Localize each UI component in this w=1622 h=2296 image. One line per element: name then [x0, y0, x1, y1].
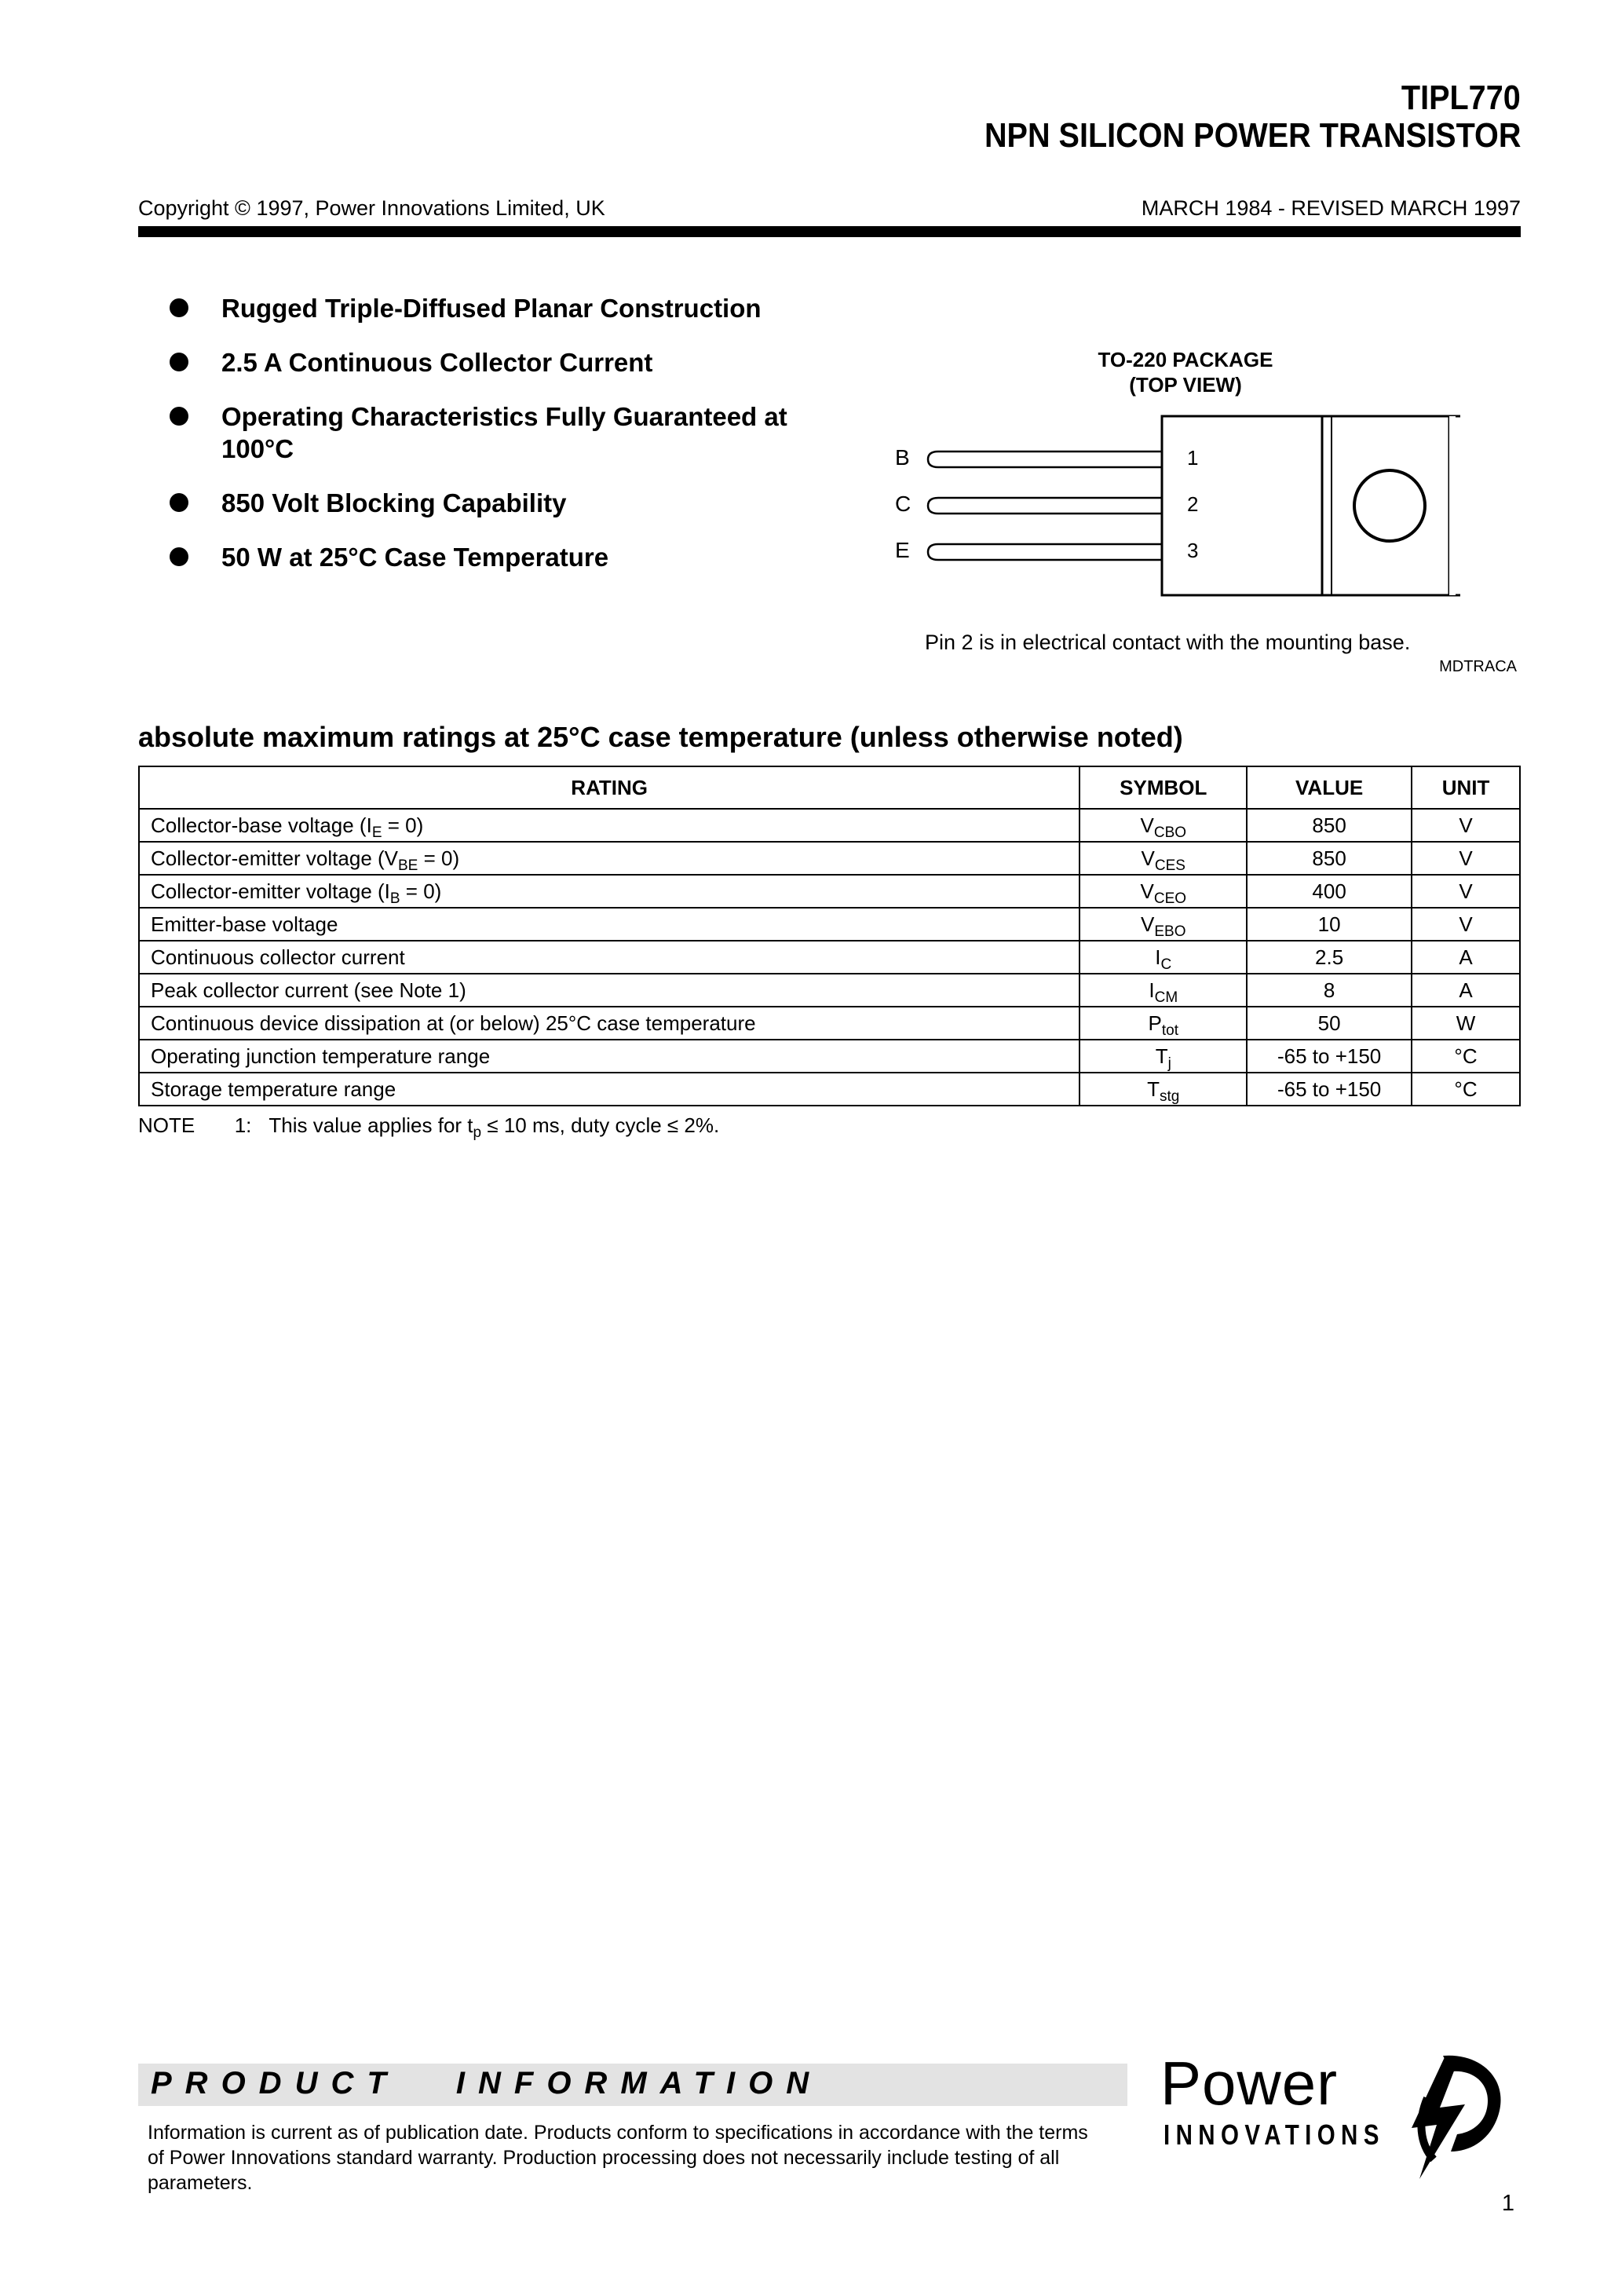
header-rating: RATING: [139, 766, 1080, 809]
unit-cell: A: [1412, 974, 1520, 1007]
product-info-label: PRODUCT INFORMATION: [151, 2066, 823, 2100]
ratings-table: [138, 766, 1521, 1106]
header-rule: [138, 226, 1521, 237]
table-row: [139, 941, 1520, 974]
table-row: [139, 875, 1520, 908]
lead-3: [928, 544, 1162, 560]
copyright-notice: Copyright © 1997, Power Innovations Limited, UK: [138, 196, 605, 220]
table-row: [139, 809, 1520, 842]
package-leads: [928, 452, 1162, 560]
ratings-body: [139, 809, 1520, 1106]
value-cell: -65 to +150: [1247, 1073, 1412, 1106]
symbol-cell: $V_{CES}$: [1080, 842, 1247, 875]
body-gap: [1449, 416, 1456, 595]
ratings-title: absolute maximum ratings at 25°C case temperature (unless otherwise noted): [138, 721, 1183, 753]
value-cell: 8: [1247, 974, 1412, 1007]
pin-number-3: 3: [1187, 539, 1199, 562]
logo-subtitle: INNOVATIONS: [1164, 2119, 1385, 2151]
disclaimer-text: Information is current as of publication date. Products conform to specifications in accordance with the terms of Power Innovations standard warranty. Production processing does not necessarily include testing of all parameters.: [148, 2122, 1088, 2194]
package-title-line1: TO-220 PACKAGE: [1098, 348, 1273, 371]
rating-cell: Peak collector current (see Note 1): [139, 974, 1080, 1007]
feature-text: 2.5 A Continuous Collector Current: [221, 348, 653, 377]
logo-wordmark: Power: [1160, 2049, 1339, 2118]
pin-number-2: 2: [1187, 492, 1199, 516]
note-text: This value applies for $t_p \le 10$ ms, duty cycle ≤ 2%.: [269, 1113, 720, 1141]
page-number: 1: [1501, 2191, 1514, 2216]
header-value: VALUE: [1247, 766, 1412, 809]
pin-letter-b: B: [895, 445, 910, 470]
symbol-cell: $I_{CM}$: [1080, 974, 1247, 1007]
symbol-cell: $I_C$: [1080, 941, 1247, 974]
to220-package-diagram: [895, 408, 1460, 605]
pin-letter-c: C: [895, 492, 911, 516]
header-unit: UNIT: [1412, 766, 1520, 809]
rating-cell: Continuous collector current: [139, 941, 1080, 974]
symbol-cell: $V_{CEO}$: [1080, 875, 1247, 908]
note-label: NOTE: [138, 1113, 195, 1137]
feature-item: [170, 487, 813, 519]
unit-cell: V: [1412, 875, 1520, 908]
lightning-logo-icon: [1396, 2049, 1514, 2183]
unit-cell: A: [1412, 941, 1520, 974]
table-row: [139, 842, 1520, 875]
package-title: [1044, 347, 1327, 397]
rating-cell: Collector-emitter voltage $(I_B = 0)$: [139, 875, 1080, 908]
feature-text: 50 W at 25°C Case Temperature: [221, 543, 609, 572]
rating-cell: Emitter-base voltage: [139, 908, 1080, 941]
pin-number-1: 1: [1187, 446, 1199, 470]
table-header-row: [139, 766, 1520, 809]
lead-1: [928, 452, 1162, 467]
bullet-icon: [170, 547, 188, 566]
value-cell: -65 to +150: [1247, 1040, 1412, 1073]
part-description: NPN SILICON POWER TRANSISTOR: [984, 116, 1521, 155]
table-row: [139, 974, 1520, 1007]
feature-item: [170, 541, 813, 573]
unit-cell: W: [1412, 1007, 1520, 1040]
table-row: [139, 908, 1520, 941]
rating-cell: Operating junction temperature range: [139, 1040, 1080, 1073]
symbol-cell: $V_{CBO}$: [1080, 809, 1247, 842]
symbol-cell: $P_{tot}$: [1080, 1007, 1247, 1040]
pin-letter-e: E: [895, 538, 910, 562]
value-cell: 850: [1247, 809, 1412, 842]
symbol-cell: $T_{stg}$: [1080, 1073, 1247, 1106]
package-title-line2: (TOP VIEW): [1129, 373, 1242, 397]
feature-text: 850 Volt Blocking Capability: [221, 488, 567, 517]
part-number: TIPL770: [1401, 79, 1521, 117]
package-body: [1162, 416, 1460, 595]
symbol-cell: $V_{EBO}$: [1080, 908, 1247, 941]
value-cell: 850: [1247, 842, 1412, 875]
bullet-icon: [170, 407, 188, 426]
feature-list: [170, 292, 813, 595]
package-code: MDTRACA: [1439, 658, 1517, 675]
bullet-icon: [170, 353, 188, 371]
value-cell: 2.5: [1247, 941, 1412, 974]
rating-cell: Collector-base voltage $(I_E = 0)$: [139, 809, 1080, 842]
feature-item: [170, 400, 818, 465]
header-symbol: SYMBOL: [1080, 766, 1247, 809]
feature-item: [170, 292, 813, 324]
feature-text: Rugged Triple-Diffused Planar Construction: [221, 294, 762, 323]
rating-cell: Continuous device dissipation at (or below) 25°C case temperature: [139, 1007, 1080, 1040]
value-cell: 400: [1247, 875, 1412, 908]
table-note: [138, 1113, 720, 1141]
bullet-icon: [170, 493, 188, 512]
value-cell: 10: [1247, 908, 1412, 941]
symbol-cell: $T_j$: [1080, 1040, 1247, 1073]
note-number: 1:: [234, 1113, 252, 1137]
table-row: [139, 1073, 1520, 1106]
lead-2: [928, 498, 1162, 514]
rating-cell: Collector-emitter voltage $(V_{BE} = 0)$: [139, 842, 1080, 875]
package-note: Pin 2 is in electrical contact with the mounting base.: [925, 631, 1411, 654]
unit-cell: °C: [1412, 1040, 1520, 1073]
unit-cell: V: [1412, 842, 1520, 875]
table-row: [139, 1007, 1520, 1040]
revision-date: MARCH 1984 - REVISED MARCH 1997: [1141, 196, 1521, 220]
unit-cell: °C: [1412, 1073, 1520, 1106]
value-cell: 50: [1247, 1007, 1412, 1040]
bullet-icon: [170, 298, 188, 317]
feature-item: [170, 346, 813, 378]
rating-cell: Storage temperature range: [139, 1073, 1080, 1106]
feature-text: Operating Characteristics Fully Guaranteed at 100°C: [221, 402, 787, 463]
table-row: [139, 1040, 1520, 1073]
unit-cell: V: [1412, 908, 1520, 941]
unit-cell: V: [1412, 809, 1520, 842]
